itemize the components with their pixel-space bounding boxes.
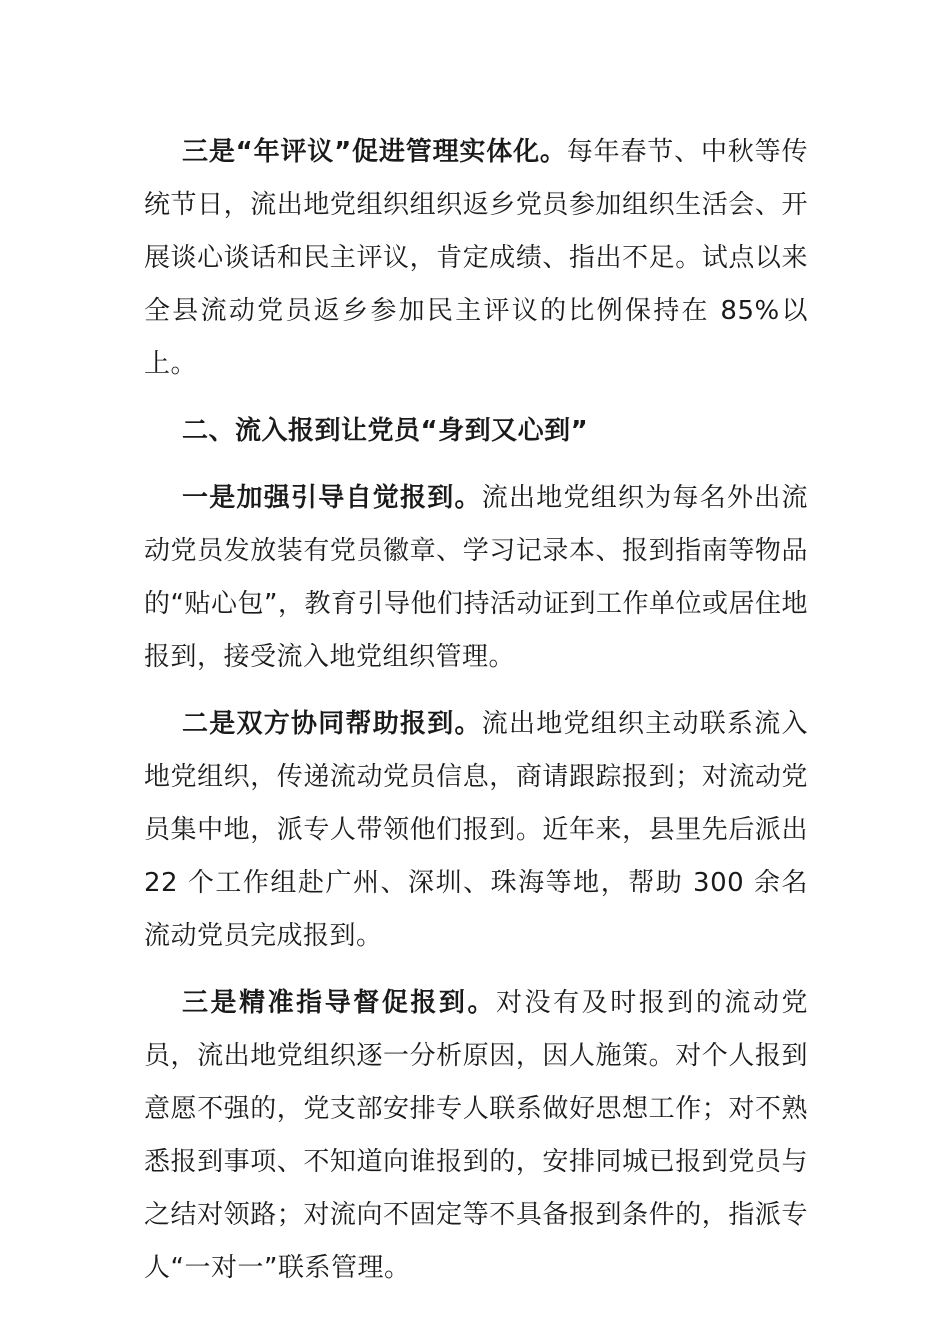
paragraph-lead: 三是“年评议”促进管理实体化。 <box>182 137 567 167</box>
paragraph-precise-report <box>144 977 808 1295</box>
document-page <box>144 126 808 1309</box>
paragraph-guide-report <box>144 472 808 684</box>
paragraph-annual-review <box>144 126 808 391</box>
section-heading: 二、流入报到让党员“身到又心到” <box>182 416 589 446</box>
paragraph-body: 流出地党组织主动联系流入地党组织，传递流动党员信息，商请跟踪报到；对流动党员集中地，派专人带领他们报到。近年来，县里先后派出 22 个工作组赴广州、深圳、珠海等地，帮助 300 余名流动党员完成报到。 <box>144 709 808 951</box>
paragraph-lead: 二是双方协同帮助报到。 <box>182 709 482 739</box>
paragraph-body: 流出地党组织为每名外出流动党员发放装有党员徽章、学习记录本、报到指南等物品的“贴心包”，教育引导他们持活动证到工作单位或居住地报到，接受流入地党组织管理。 <box>144 483 808 672</box>
paragraph-joint-report <box>144 698 808 963</box>
paragraph-body: 每年春节、中秋等传统节日，流出地党组织组织返乡党员参加组织生活会、开展谈心谈话和民主评议，肯定成绩、指出不足。试点以来全县流动党员返乡参加民主评议的比例保持在 85%以上。 <box>144 137 808 379</box>
paragraph-body: 对没有及时报到的流动党员，流出地党组织逐一分析原因，因人施策。对个人报到意愿不强的，党支部安排专人联系做好思想工作；对不熟悉报到事项、不知道向谁报到的，安排同城已报到党员与之结对领路；对流向不固定等不具备报到条件的，指派专人“一对一”联系管理。 <box>144 988 808 1283</box>
paragraph-lead: 一是加强引导自觉报到。 <box>182 483 482 513</box>
paragraph-lead: 三是精准指导督促报到。 <box>182 988 497 1018</box>
